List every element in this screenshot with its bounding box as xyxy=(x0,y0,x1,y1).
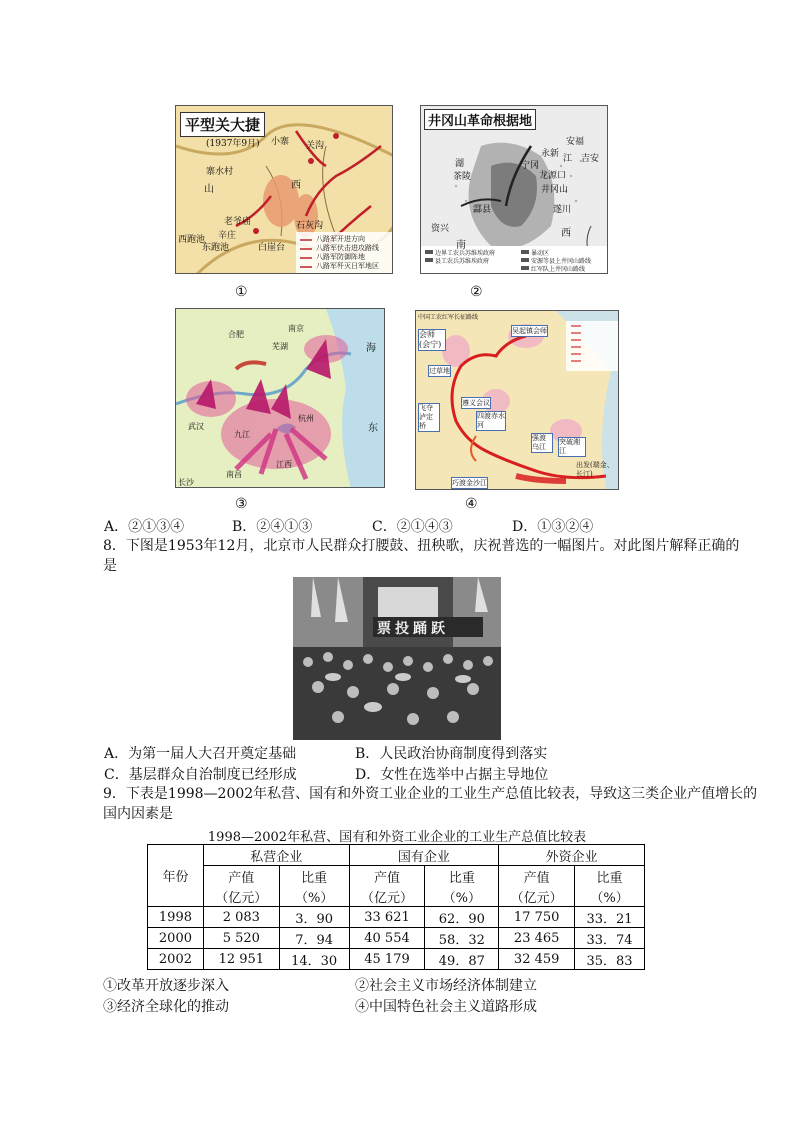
table-cell: 12 951 xyxy=(203,949,279,970)
place-label: 茶陵 xyxy=(453,172,472,182)
table-cell: 2 083 xyxy=(203,907,279,928)
place-label: 永新 xyxy=(541,149,560,159)
place-label: 合肥 xyxy=(228,330,244,339)
q8-option-a[interactable]: A．为第一届人大召开奠定基础 xyxy=(104,746,297,762)
place-label: 南京 xyxy=(288,324,304,333)
place-label: 江 xyxy=(563,154,573,164)
table-cell: 33．21 xyxy=(575,907,645,928)
q7-option-b[interactable]: B．②④①③ xyxy=(232,519,313,535)
legend-text: 县工农兵苏维埃政府 xyxy=(435,258,490,265)
q8-stem-line2: 是 xyxy=(103,558,117,574)
group-header: 国有企业 xyxy=(349,845,499,866)
place-label: 海 xyxy=(366,343,376,354)
place-label: 湖 xyxy=(455,159,465,169)
table-cell: 40 554 xyxy=(349,928,425,949)
table-row xyxy=(148,907,645,928)
place-label: 江西 xyxy=(276,460,292,469)
place-label: 龙源口 xyxy=(539,171,567,181)
unit-header: （%） xyxy=(425,886,499,907)
q9-choice-3[interactable]: ③经济全球化的推动 xyxy=(103,999,229,1015)
map-number: ① xyxy=(235,284,248,300)
table-cell: 49．87 xyxy=(425,949,499,970)
q9-choice-2[interactable]: ②社会主义市场经济体制建立 xyxy=(355,978,537,994)
sub-header: 比重 xyxy=(575,866,645,887)
place-label: 资兴 xyxy=(431,224,450,234)
table-cell: 5 520 xyxy=(203,928,279,949)
map-long-march xyxy=(415,310,619,490)
place-label: 芜湖 xyxy=(272,342,288,351)
table-cell: 7．94 xyxy=(279,928,349,949)
q8-option-d[interactable]: D．女性在选举中占据主导地位 xyxy=(355,767,549,783)
place-label: 关沟 xyxy=(306,141,325,151)
unit-header: （亿元） xyxy=(499,886,575,907)
table-cell: 3．90 xyxy=(279,907,349,928)
q8-option-b[interactable]: B．人民政治协商制度得到落实 xyxy=(355,746,548,762)
map-title-box xyxy=(424,109,536,130)
place-label: 九江 xyxy=(234,430,250,439)
q9-stem-line1: 9．下表是1998—2002年私营、国有和外资工业企业的工业生产总值比较表，导致这三类企业产值增长的 xyxy=(103,786,758,802)
legend-text: 八路军开进方向 xyxy=(316,235,365,243)
legend-text: 八路军歼灭日军地区 xyxy=(316,262,379,270)
unit-header: （亿元） xyxy=(349,886,425,907)
sub-header: 产值 xyxy=(203,866,279,887)
table-row xyxy=(148,928,645,949)
place-label: 吴起镇会师 xyxy=(512,327,547,335)
year-header: 年份 xyxy=(148,845,204,907)
q9-choice-1[interactable]: ①改革开放逐步深入 xyxy=(103,978,229,994)
map-title: 平型关大捷 xyxy=(185,116,261,134)
output-table xyxy=(147,844,645,970)
place-label: 杭州 xyxy=(298,414,314,423)
table-subheader-row xyxy=(148,866,645,887)
map-number: ② xyxy=(470,284,483,300)
table-cell: 62．90 xyxy=(425,907,499,928)
election-photo-drawing xyxy=(293,577,501,740)
table-cell: 45 179 xyxy=(349,949,425,970)
sub-header: 比重 xyxy=(279,866,349,887)
table-cell: 32 459 xyxy=(499,949,575,970)
table-cell: 23 465 xyxy=(499,928,575,949)
place-label: 遵义会议 xyxy=(462,399,490,407)
place-label: 宁冈 xyxy=(521,161,540,171)
place-label: 井冈山 xyxy=(541,185,569,195)
sub-header: 比重 xyxy=(425,866,499,887)
photo-banner: 票投踊跃 xyxy=(377,621,449,637)
place-label: 会师(会宁) xyxy=(418,329,446,351)
place-label: 西 xyxy=(291,180,301,191)
map-title-box xyxy=(180,112,265,137)
place-label: 酃县 xyxy=(473,205,492,215)
place-label: 山 xyxy=(204,184,214,195)
legend-text: 八路军防御阵地 xyxy=(316,253,365,261)
place-label: 小寨 xyxy=(271,137,290,147)
group-header: 私营企业 xyxy=(203,845,349,866)
place-label: 老爷庙 xyxy=(224,217,252,227)
place-label: 飞夺泸定桥 xyxy=(418,403,440,432)
q8-stem-line1: 8．下图是1953年12月，北京市人民群众打腰鼓、扭秧歌，庆祝普选的一幅图片。对此图片解释正确的 xyxy=(103,538,740,554)
table-cell: 1998 xyxy=(148,907,204,928)
q7-option-a[interactable]: A．②①③④ xyxy=(104,519,185,535)
unit-header: （亿元） xyxy=(203,886,279,907)
table-cell: 17 750 xyxy=(499,907,575,928)
place-label: 安福 xyxy=(566,137,585,147)
place-label: 武汉 xyxy=(188,422,204,431)
place-label: 强渡乌江 xyxy=(531,433,553,453)
place-label: 四渡赤水河 xyxy=(477,412,505,429)
group-header: 外资企业 xyxy=(499,845,645,866)
place-label: 巧渡金沙江 xyxy=(452,479,487,487)
table-cell: 35．83 xyxy=(575,949,645,970)
place-label: 吉安 xyxy=(581,154,600,164)
place-label: 南昌 xyxy=(226,470,242,479)
place-label: 石灰沟 xyxy=(296,221,324,231)
q9-choice-4[interactable]: ④中国特色社会主义道路形成 xyxy=(355,999,537,1015)
place-label: 东 xyxy=(368,423,378,434)
place-label: 突破湘江 xyxy=(558,437,586,457)
unit-header: （%） xyxy=(575,886,645,907)
place-label: 辛庄 xyxy=(218,231,237,241)
unit-header: （%） xyxy=(279,886,349,907)
place-label: 东跑池 xyxy=(202,243,230,253)
table-title: 1998—2002年私营、国有和外资工业企业的工业生产总值比较表 xyxy=(207,830,587,845)
q7-option-d[interactable]: D．①③②④ xyxy=(512,519,594,535)
map-crossing-yangtze xyxy=(175,308,385,488)
legend-text: 红军队上井冈山路线 xyxy=(531,266,586,273)
map-title: 中国工农红军长征路线 xyxy=(418,314,479,321)
place-label: 过草地 xyxy=(429,367,450,375)
table-subheader-row xyxy=(148,886,645,907)
table-cell: 33 621 xyxy=(349,907,425,928)
map-title: 井冈山革命根据地 xyxy=(428,114,533,129)
table-row xyxy=(148,949,645,970)
place-label: 长沙 xyxy=(178,478,194,487)
map-jinggangshan xyxy=(420,105,608,274)
legend-text: 暴动区 xyxy=(531,250,550,257)
map-date: (1937年9月) xyxy=(206,139,260,149)
map-number: ④ xyxy=(465,496,478,512)
table-cell: 14．30 xyxy=(279,949,349,970)
sub-header: 产值 xyxy=(499,866,575,887)
q9-stem-line2: 国内因素是 xyxy=(103,806,173,822)
legend-text: 八路军伏击进攻路线 xyxy=(316,244,379,252)
place-label: 遂川 xyxy=(553,205,572,215)
place-label: 西 xyxy=(561,228,571,239)
place-label: 白崖台 xyxy=(258,243,286,253)
table-cell: 33．74 xyxy=(575,928,645,949)
table-cell: 2002 xyxy=(148,949,204,970)
legend-text: 安源等县上井冈山路线 xyxy=(531,258,592,265)
map-pingxingguan xyxy=(175,105,393,274)
q7-option-c[interactable]: C．②①④③ xyxy=(372,519,453,535)
table-cell: 58．32 xyxy=(425,928,499,949)
sub-header: 产值 xyxy=(349,866,425,887)
table-header-row xyxy=(148,845,645,866)
legend-text: 边界工农兵苏维埃政府 xyxy=(435,250,496,257)
place-label: 南 xyxy=(456,240,466,251)
place-label: 出发(瑞金、长汀) xyxy=(576,461,614,478)
place-label: 寨水村 xyxy=(206,167,234,177)
q8-option-c[interactable]: C．基层群众自治制度已经形成 xyxy=(104,767,297,783)
election-photo xyxy=(293,577,501,740)
place-label: 西跑池 xyxy=(178,235,206,245)
map-number: ③ xyxy=(235,496,248,512)
table-cell: 2000 xyxy=(148,928,204,949)
